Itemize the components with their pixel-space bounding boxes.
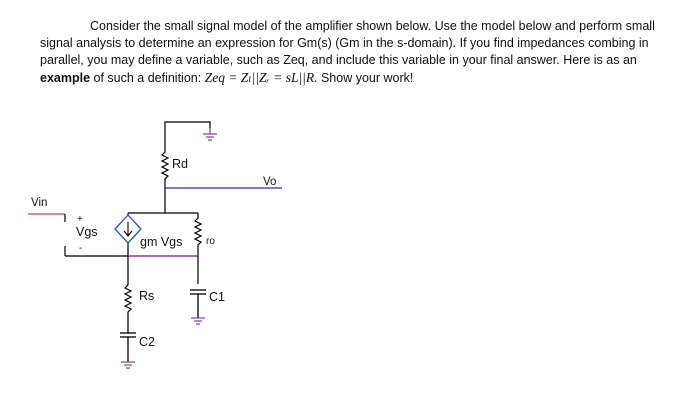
question-part-2: of such a definition: [90,71,205,85]
c2-capacitor [120,326,136,362]
rd-label: Rd [172,157,188,171]
top-ground-symbol [203,128,217,140]
vin-label: Vin [31,197,48,209]
vgs-minus-sign: - [79,243,83,254]
vgs-label: Vgs [76,225,98,239]
c1-ground-symbol [191,318,205,324]
ro-resistor [195,213,201,256]
zeq-equation: Zeq = Zₗ||Zᵣ = sL||R. [204,70,318,85]
gm-vgs-label: gm Vgs [140,235,183,249]
c1-label: C1 [209,290,225,304]
rs-resistor [125,268,131,326]
rd-resistor [162,148,168,183]
question-emphasis: example [40,71,91,85]
c2-label: C2 [139,335,155,349]
c2-ground-symbol [121,362,135,368]
question-part-1: Consider the small signal model of the amplifier shown below. Use the model below and perform small signal analysis to determine an expression for Gm(s) (Gm in the s-domain). If you find impedances combing in parallel, you may define a variable, such as Zeq, and include this variable in your final answer. Here is as an [40,19,655,67]
question-part-3: Show your work! [317,71,414,85]
vgs-plus-sign: + [77,214,83,225]
ro-label: ro [206,236,215,247]
supply-wire [165,122,210,148]
vo-label: Vo [263,176,277,188]
c1-capacitor [190,290,206,318]
rs-label: Rs [139,289,155,303]
